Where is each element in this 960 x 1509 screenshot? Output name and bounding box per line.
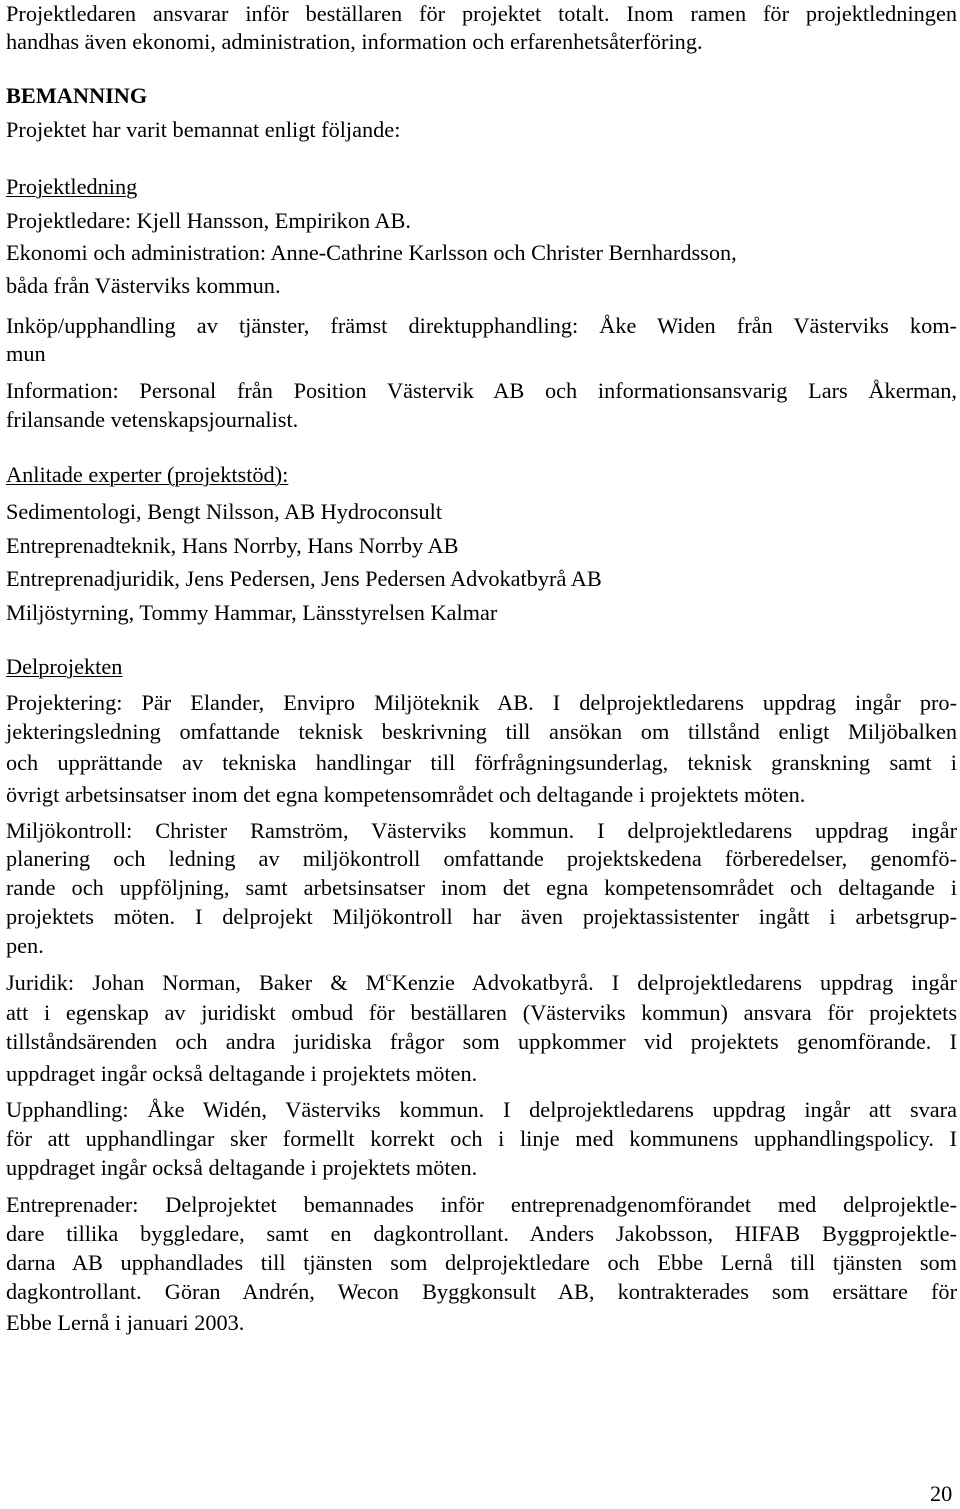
projektering-line: jekteringsledning omfattande teknisk beskrivning till ansökan om tillstånd enligt Miljöbalken (6, 719, 957, 744)
upphandling-line: Upphandling: Åke Widén, Västerviks kommun. I delprojektledarens uppdrag ingår att svara (6, 1097, 957, 1122)
entreprenader-line: dagkontrollant. Göran Andrén, Wecon Byggkonsult AB, kontrakterades som ersättare för (6, 1279, 957, 1304)
expert-item: Entreprenadjuridik, Jens Pedersen, Jens Pedersen Advokatbyrå AB (6, 566, 602, 591)
miljokontroll-line: pen. (6, 933, 44, 958)
subprojects-heading: Delprojekten (6, 654, 123, 679)
entreprenader-line: Entreprenader: Delprojektet bemannades inför entreprenadgenomförandet med delprojektle- (6, 1192, 957, 1217)
management-line: Projektledare: Kjell Hansson, Empirikon AB. (6, 208, 412, 233)
upphandling-line: för att upphandlingar sker formellt korrekt och i linje med kommunens upphandlingspolicy. I (6, 1126, 957, 1151)
section-heading: BEMANNING (6, 83, 148, 108)
management-line: frilansande vetenskapsjournalist. (6, 407, 299, 432)
page-number: 20 (930, 1481, 953, 1506)
management-line: Information: Personal från Position Västervik AB och informationsansvarig Lars Åkerman, (6, 378, 957, 403)
management-line: Inköp/upphandling av tjänster, främst direktupphandling: Åke Widen från Västerviks kom- (6, 313, 957, 338)
management-line: båda från Västerviks kommun. (6, 273, 281, 298)
juridik-text: Juridik: Johan Norman, Baker & M (6, 970, 386, 995)
expert-item: Entreprenadteknik, Hans Norrby, Hans Norrby AB (6, 533, 459, 558)
upphandling-line: uppdraget ingår också deltagande i projektets möten. (6, 1155, 478, 1180)
juridik-line: uppdraget ingår också deltagande i projektets möten. (6, 1061, 478, 1086)
intro-line: handhas även ekonomi, administration, information och erfarenhetsåterföring. (6, 29, 703, 54)
miljokontroll-line: Miljökontroll: Christer Ramström, Västerviks kommun. I delprojektledarens uppdrag ingår (6, 818, 957, 843)
management-line: mun (6, 341, 46, 366)
intro-line: Projektledaren ansvarar inför beställaren för projektet totalt. Inom ramen för projektledningen (6, 1, 957, 26)
juridik-line (6, 972, 957, 994)
juridik-superscript: c (385, 970, 392, 985)
entreprenader-line: darna AB upphandlades till tjänsten som delprojektledare och Ebbe Lernå till tjänsten som (6, 1250, 957, 1275)
expert-item: Sedimentologi, Bengt Nilsson, AB Hydroconsult (6, 499, 443, 524)
experts-heading: Anlitade experter (projektstöd): (6, 462, 289, 487)
juridik-text: Kenzie Advokatbyrå. I delprojektledarens uppdrag ingår (391, 970, 957, 995)
juridik-line: tillståndsärenden och andra juridiska frågor som uppkommer vid projektets genomförande. I (6, 1029, 957, 1054)
juridik-line: att i egenskap av juridiskt ombud för beställaren (Västerviks kommun) ansvara för projektets (6, 1000, 957, 1025)
expert-item: Miljöstyrning, Tommy Hammar, Länsstyrelsen Kalmar (6, 600, 498, 625)
miljokontroll-line: projektets möten. I delprojekt Miljökontroll har även projektassistenter ingått i arbetsgrup- (6, 904, 957, 929)
management-heading: Projektledning (6, 174, 138, 199)
projektering-line: övrigt arbetsinsatser inom det egna kompetensområdet och deltagande i projektets möten. (6, 782, 806, 807)
management-line: Ekonomi och administration: Anne-Cathrine Karlsson och Christer Bernhardsson, (6, 240, 737, 265)
miljokontroll-line: planering och ledning av miljökontroll omfattande projektskedena förberedelser, genomfö- (6, 846, 957, 871)
projektering-line: Projektering: Pär Elander, Envipro Miljöteknik AB. I delprojektledarens uppdrag ingår pro- (6, 690, 957, 715)
miljokontroll-line: rande och uppföljning, samt arbetsinsatser inom det egna kompetensområdet och deltagande i (6, 875, 957, 900)
projektering-line: och upprättande av tekniska handlingar till förfrågningsunderlag, teknisk granskning samt i (6, 750, 957, 775)
entreprenader-line: dare tillika byggledare, samt en dagkontrollant. Anders Jakobsson, HIFAB Byggprojektle- (6, 1221, 957, 1246)
staffing-intro: Projektet har varit bemannat enligt följande: (6, 117, 401, 142)
entreprenader-line: Ebbe Lernå i januari 2003. (6, 1310, 245, 1335)
